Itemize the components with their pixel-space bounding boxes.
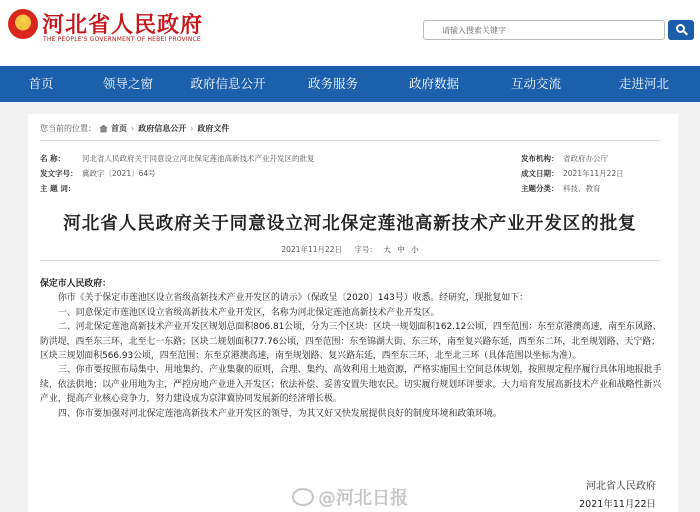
breadcrumb: 您当前的位置： 首页 › 政府信息公开 › 政府文件 (40, 124, 230, 133)
meta-category: 主题分类： 科技、教育 (521, 184, 601, 193)
nav-item-interaction[interactable]: 互动交流 (510, 76, 561, 91)
paragraph-4: 三、你市要按照布局集中、用地集约、产业集聚的原则，合理、集约、高效利用土地资源，严格实施国土空间总体规划，按照规定程序履行具体用地报批手续，依法供地；以产业用地为主，严控房地产业进入开发区；依法补偿、妥善安置失地农民。切实履行规划环评要求。大力培育发展高新技术产业和战略性新兴产业，提高产业核心竞争力，努力建设成为京津冀协同发展新的经济增长极。 (40, 365, 662, 405)
font-size-large[interactable]: 大 (383, 245, 391, 254)
meta-date: 成文日期： 2021年11月22日 (521, 169, 624, 178)
home-icon (99, 125, 108, 133)
nav-item-services[interactable]: 政务服务 (307, 76, 358, 91)
site-subtitle: THE PEOPLE'S GOVERNMENT OF HEBEI PROVINCE (43, 36, 201, 43)
search-button[interactable] (668, 20, 694, 40)
site-title[interactable]: 河北省人民政府 (42, 12, 204, 38)
meta-org: 发布机构： 省政府办公厅 (521, 154, 608, 163)
watermark-text: @河北日报 (318, 488, 408, 509)
site-header (0, 0, 700, 64)
paragraph-1: 你市《关于保定市莲池区设立省级高新技术产业开发区的请示》（保政呈〔2020〕143号）收悉。经研究，现批复如下： (58, 293, 528, 304)
breadcrumb-home[interactable]: 首页 (111, 124, 127, 133)
document-body (40, 277, 662, 421)
meta-topic: 主 题 词： (40, 184, 76, 193)
nav-item-data[interactable]: 政府数据 (408, 76, 459, 91)
meta-docno: 发文字号： 冀政字〔2021〕64号 (40, 169, 156, 178)
document-title: 河北省人民政府关于同意设立河北保定莲池高新技术产业开发区的批复 (63, 214, 637, 234)
paragraph-5: 四、你市要加强对河北保定莲池高新技术产业开发区的领导，为其又好又快发展提供良好的制度环境和政策环境。 (58, 408, 502, 419)
signer: 河北省人民政府 (586, 481, 656, 492)
breadcrumb-gov-info[interactable]: 政府信息公开 (138, 124, 187, 133)
breadcrumb-prefix: 您当前的位置： (40, 124, 96, 133)
font-size-small[interactable]: 小 (411, 245, 419, 254)
paragraph-2: 一、同意保定市莲池区设立省级高新技术产业开发区，名称为河北保定莲池高新技术产业开发区。 (58, 307, 440, 318)
nav-item-gov-info[interactable]: 政府信息公开 (190, 76, 266, 91)
nav-item-home[interactable]: 首页 (28, 76, 54, 91)
font-size-medium[interactable]: 中 (397, 245, 405, 254)
document-dateline (0, 244, 700, 255)
breadcrumb-gov-docs[interactable]: 政府文件 (197, 124, 230, 133)
nav-item-leaders[interactable]: 领导之窗 (102, 76, 153, 91)
weibo-icon (292, 488, 314, 506)
search-input[interactable]: 请输入搜索关键字 (423, 20, 665, 40)
sign-date: 2021年11月22日 (579, 499, 656, 510)
paragraph-3: 二、河北保定莲池高新技术产业开发区规划总面积806.81公顷，分为三个区块：区块一规划面积162.12公顷，四至范围：东至京港澳高速，南至东风路、防洪堤，西至东三环，北至七一东路；区块二规划面积77.76公顷，四至范围：东至锦湖大街、东三环，南至复兴路东延，西至东二环，北至规划路、天宁路；区块三规划面积566.93公顷，四至范围：东至京港澳高速，南至规划路、复兴路东延，西至东三环，北至北三环（具体范围以坐标为准）。 (40, 322, 662, 362)
nav-item-about-hebei[interactable]: 走进河北 (618, 76, 669, 91)
divider (40, 140, 660, 141)
meta-name: 名 称： 河北省人民政府关于同意设立河北保定莲池高新技术产业开发区的批复 (40, 154, 315, 163)
font-size-label: 字号： (354, 245, 377, 254)
document-date: 2021年11月22日 (281, 245, 343, 254)
national-emblem-icon (8, 9, 38, 39)
watermark (292, 484, 408, 510)
divider (40, 260, 660, 261)
main-nav (0, 66, 700, 102)
addressee: 保定市人民政府： (40, 279, 111, 289)
